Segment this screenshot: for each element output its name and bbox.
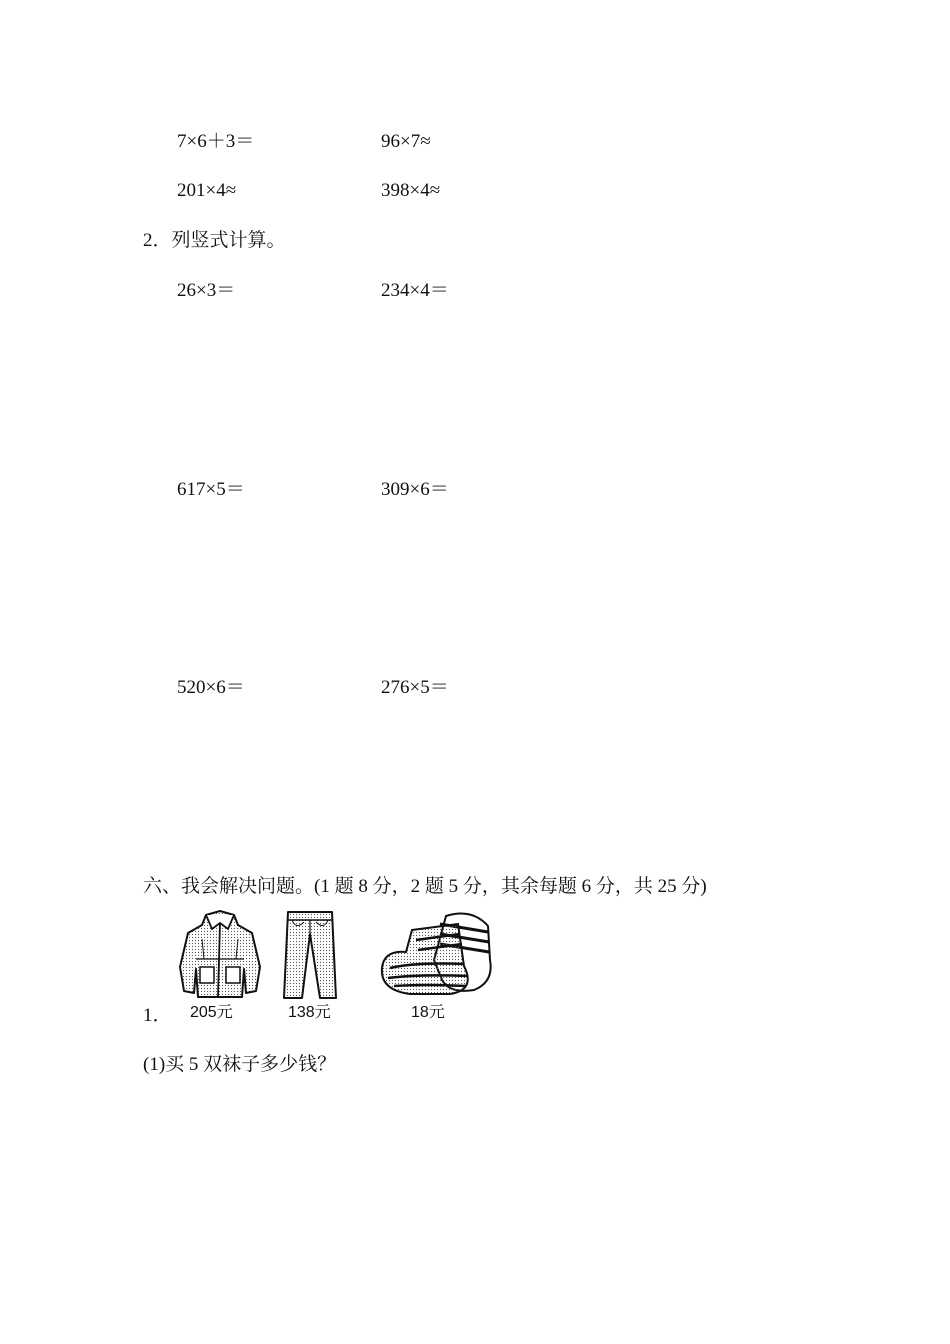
expression-1: 7×6＋3＝ bbox=[177, 131, 255, 152]
vertical-calc-2: 234×4＝ bbox=[381, 280, 449, 301]
jacket-price: 205元 bbox=[190, 1004, 233, 1021]
vertical-calc-1: 26×3＝ bbox=[177, 280, 236, 301]
question-2-title: 2．列竖式计算。 bbox=[143, 230, 286, 251]
pants-icon bbox=[280, 910, 340, 1002]
vertical-calc-3: 617×5＝ bbox=[177, 479, 245, 500]
sub-question-1: (1)买 5 双袜子多少钱？ bbox=[143, 1054, 337, 1075]
socks-price: 18元 bbox=[411, 1004, 445, 1021]
expression-2: 96×7≈ bbox=[381, 131, 431, 152]
expression-4: 398×4≈ bbox=[381, 180, 441, 201]
socks-icon bbox=[376, 910, 498, 1000]
jacket-icon bbox=[176, 909, 264, 1001]
expression-3: 201×4≈ bbox=[177, 180, 237, 201]
vertical-calc-6: 276×5＝ bbox=[381, 677, 449, 698]
pants-price: 138元 bbox=[288, 1004, 331, 1021]
section-6-heading: 六、我会解决问题。(1 题 8 分，2 题 5 分，其余每题 6 分，共 25 分) bbox=[143, 876, 707, 897]
vertical-calc-5: 520×6＝ bbox=[177, 677, 245, 698]
vertical-calc-4: 309×6＝ bbox=[381, 479, 449, 500]
question-1-number: 1． bbox=[143, 1005, 172, 1026]
